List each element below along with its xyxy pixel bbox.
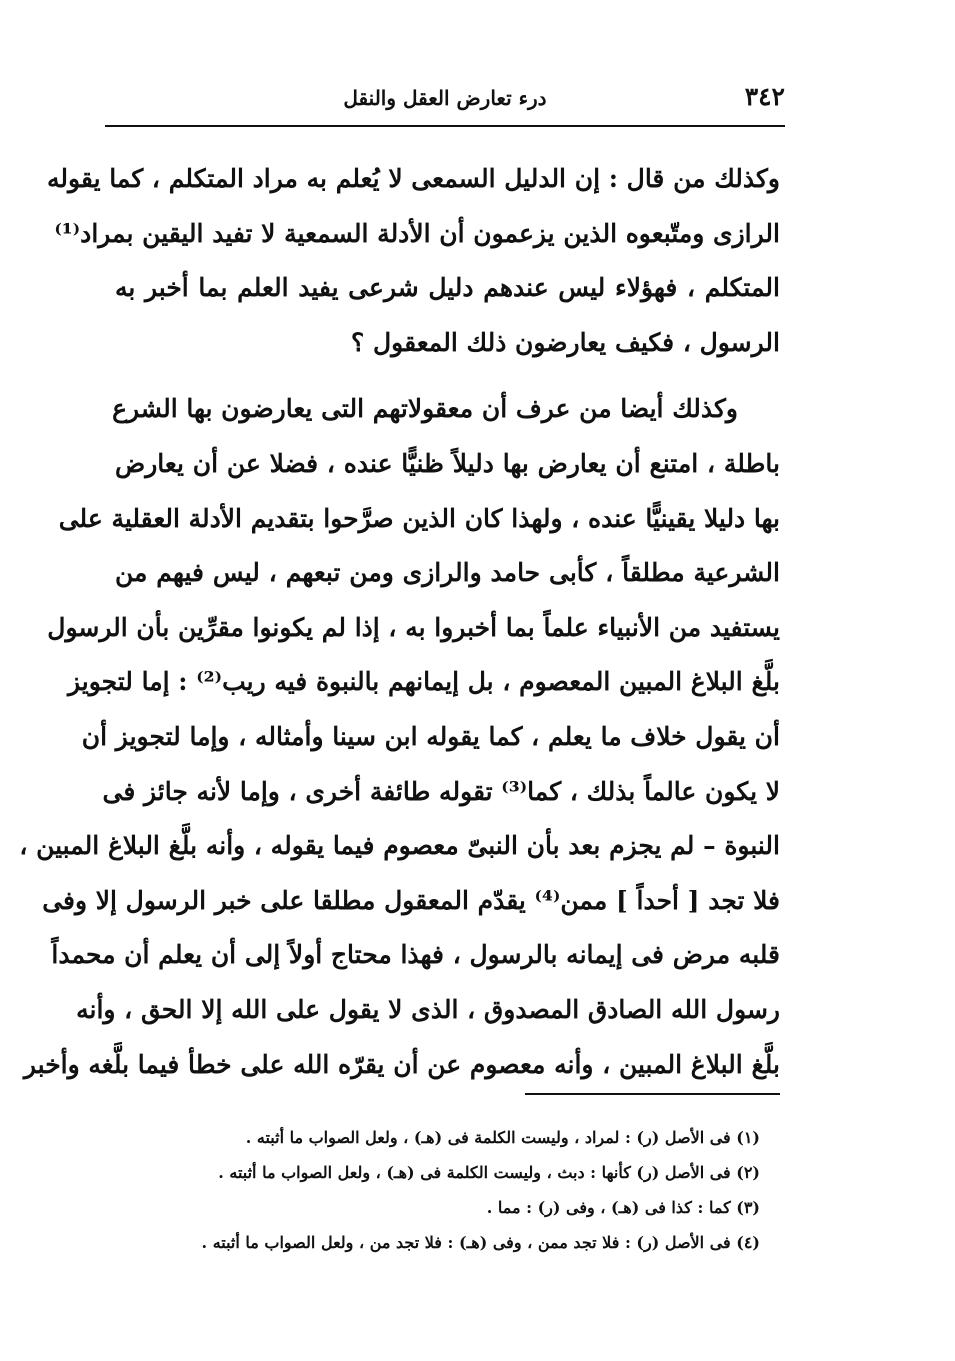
page-number: ٣٤٢ [744,82,785,111]
text-line: رسول الله الصادق المصدوق ، الذى لا يقول على الله إلا الحق ، وأنه [76,994,780,1024]
footnotes [100,1120,760,1260]
text-line: يستفيد من الأنبياء علماً بما أخبروا به ، إذا لم يكونوا مقرِّين بأن الرسول [47,612,780,642]
text-line: الرازى ومتّبعوه الذين يزعمون أن الأدلة السمعية لا تفيد اليقين بمراد⁽¹⁾ [54,218,780,248]
text-line: فلا تجد [ أحداً ] ممن⁽⁴⁾ يقدّم المعقول مطلقا على خبر الرسول إلا وفى [42,885,780,915]
text-line: بلَّغ البلاغ المبين ، وأنه معصوم عن أن يقرّه الله على خطأ فيما بلَّغه وأخبر [23,1049,780,1079]
text-line: قلبه مرض فى إيمانه بالرسول ، فهذا محتاج أولاً إلى أن يعلم أن محمداً [51,940,780,970]
text-line: النبوة – لم يجزم بعد بأن النبىّ معصوم فيما يقوله ، وأنه بلَّغ البلاغ المبين ، [19,831,780,861]
footnote-rule [525,1093,780,1095]
text-line: وكذلك من قال : إن الدليل السمعى لا يُعلم به مراد المتكلم ، كما يقوله [47,164,780,193]
running-title: درء تعارض العقل والنقل [343,86,547,110]
text-line: وكذلك أيضا من عرف أن معقولاتهم التى يعارضون بها الشرع [112,394,738,424]
page-header [105,82,785,122]
paragraph-1 [47,152,780,370]
main-text [19,152,780,1092]
text-line: بلَّغ البلاغ المبين المعصوم ، بل إيمانهم بالنبوة فيه ريب⁽²⁾ : إما لتجويز [67,667,780,697]
text-line: المتكلم ، فهؤلاء ليس عندهم دليل شرعى يفيد العلم بما أخبر به [115,273,780,303]
footnote-3: (٣) كما : كذا فى (هـ) ، وفى (ر) : مما . [486,1198,760,1217]
text-line: أن يقول خلاف ما يعلم ، كما يقوله ابن سينا وأمثاله ، وإما لتجويز أن [81,721,780,751]
text-line: لا يكون عالماً بذلك ، كما⁽³⁾ تقوله طائفة أخرى ، وإما لأنه جائز فى [102,776,780,806]
header-rule [105,125,785,127]
text-line: بها دليلا يقينيًّا عنده ، ولهذا كان الذين صرَّحوا بتقديم الأدلة العقلية على [58,503,780,533]
footnote-1: (١) فى الأصل (ر) : لمراد ، وليست الكلمة فى (هـ) ، ولعل الصواب ما أثبته . [245,1128,760,1147]
footnote-2: (٢) فى الأصل (ر) كأنها : دبث ، وليست الكلمة فى (هـ) ، ولعل الصواب ما أثبته . [218,1163,760,1182]
paragraph-2 [19,382,780,1092]
footnote-4: (٤) فى الأصل (ر) : فلا تجد ممن ، وفى (هـ) : فلا تجد من ، ولعل الصواب ما أثبته . [201,1233,760,1252]
text-line: الشرعية مطلقاً ، كأبى حامد والرازى ومن تبعهم ، ليس فيهم من [115,558,780,588]
text-line: الرسول ، فكيف يعارضون ذلك المعقول ؟ [351,327,780,357]
text-line: باطلة ، امتنع أن يعارض بها دليلاً ظنيًّا عنده ، فضلا عن أن يعارض [115,448,780,478]
